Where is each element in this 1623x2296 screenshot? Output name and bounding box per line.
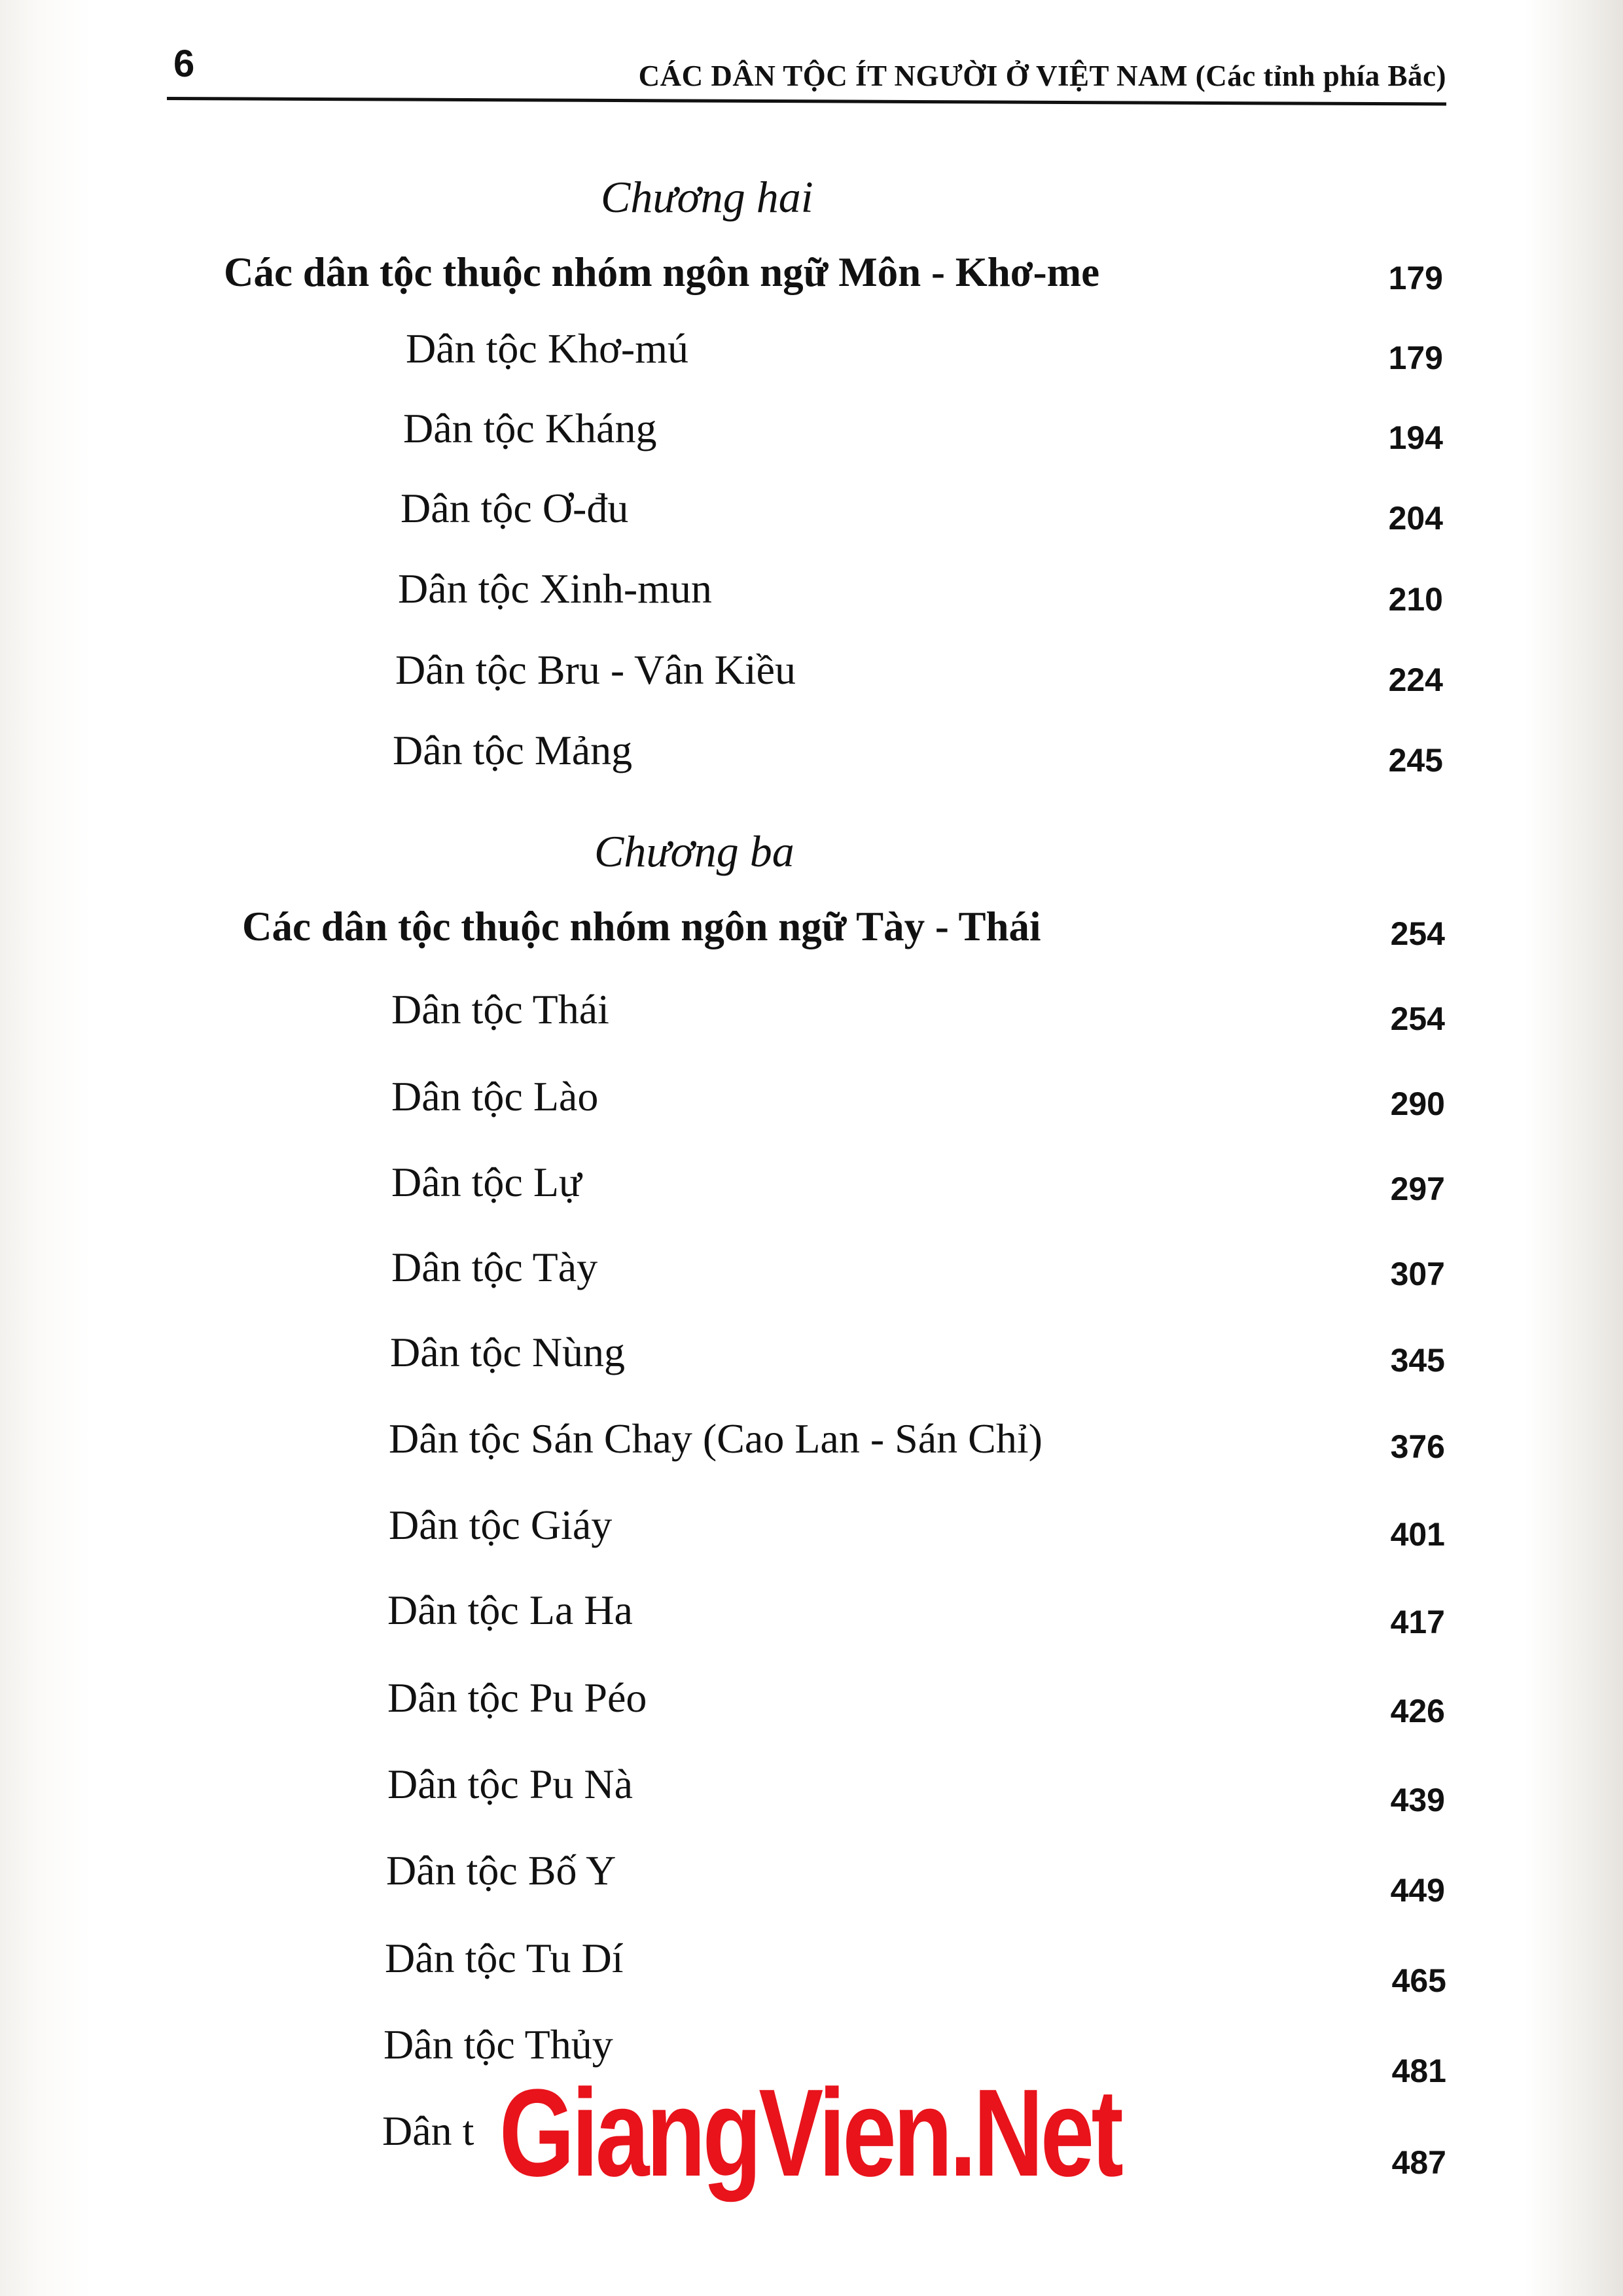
toc-entry-page: 345 — [1390, 1342, 1445, 1379]
toc-entry-page: 194 — [1388, 419, 1443, 456]
toc-entry-page: 426 — [1390, 1693, 1445, 1729]
toc-entry-page: 417 — [1390, 1604, 1445, 1640]
toc-entry: Dân tộc Lào — [391, 1073, 599, 1120]
toc-entry: Dân tộc Tu Dí — [385, 1935, 624, 1981]
toc-entry-page: 401 — [1390, 1516, 1445, 1553]
toc-entry: Dân tộc Pu Nà — [387, 1761, 633, 1807]
watermark-logo: GiangVien.Net — [494, 2071, 1126, 2195]
toc-entry-page: 376 — [1390, 1428, 1445, 1465]
toc-entry-page: 245 — [1388, 742, 1443, 779]
toc-entry-page: 179 — [1388, 340, 1443, 376]
toc-entry: Dân tộc Xinh-mun — [398, 565, 712, 612]
toc-entry: Dân tộc Sán Chay (Cao Lan - Sán Chỉ) — [389, 1415, 1043, 1462]
page-number: 6 — [173, 43, 195, 85]
toc-entry: Dân tộc Mảng — [393, 727, 633, 773]
section-page: 254 — [1390, 915, 1445, 952]
chapter-label: Chương ba — [594, 826, 794, 876]
toc-entry-page: 204 — [1388, 500, 1443, 537]
toc-entry-page: 224 — [1388, 662, 1443, 698]
toc-entry-page: 487 — [1391, 2144, 1446, 2181]
toc-entry: Dân tộc Thủy — [383, 2021, 613, 2068]
toc-entry: Dân tộc La Ha — [387, 1587, 633, 1633]
toc-entry: Dân tộc Thái — [391, 986, 609, 1033]
toc-entry-page: 307 — [1390, 1256, 1445, 1292]
toc-entry: Dân tộc Bố Y — [386, 1847, 616, 1894]
toc-entry-page: 439 — [1390, 1782, 1445, 1818]
toc-entry: Dân tộc Bru - Vân Kiều — [395, 646, 796, 693]
toc-entry: Dân tộc Tày — [391, 1244, 598, 1290]
toc-entry-page: 449 — [1390, 1872, 1445, 1909]
chapter-label: Chương hai — [601, 172, 813, 222]
toc-entry: Dân tộc Nùng — [390, 1329, 626, 1375]
toc-entry: Dân tộc Ơ-đu — [401, 485, 629, 531]
toc-entry: Dân t — [382, 2108, 474, 2154]
toc-entry-page: 297 — [1390, 1171, 1445, 1207]
section-title: Các dân tộc thuộc nhóm ngôn ngữ Tày - Thái — [242, 904, 1041, 949]
toc-entry-page: 290 — [1390, 1086, 1445, 1122]
running-head — [167, 39, 1446, 105]
toc-entry-page: 481 — [1391, 2053, 1446, 2089]
toc-entry: Dân tộc Khơ-mú — [406, 325, 688, 372]
section-title: Các dân tộc thuộc nhóm ngôn ngữ Môn - Khơ-me — [224, 249, 1100, 295]
toc-entry-page: 210 — [1388, 581, 1443, 618]
toc-entry: Dân tộc Giáy — [389, 1502, 613, 1548]
toc-entry: Dân tộc Kháng — [403, 405, 657, 451]
toc-entry: Dân tộc Lự — [391, 1159, 582, 1205]
toc-entry: Dân tộc Pu Péo — [387, 1674, 647, 1721]
section-page: 179 — [1388, 260, 1443, 296]
running-title: CÁC DÂN TỘC ÍT NGƯỜI Ở VIỆT NAM (Các tỉnh phía Bắc) — [638, 60, 1446, 92]
toc-entry-page: 254 — [1390, 1000, 1445, 1037]
toc-entry-page: 465 — [1391, 1962, 1446, 1999]
